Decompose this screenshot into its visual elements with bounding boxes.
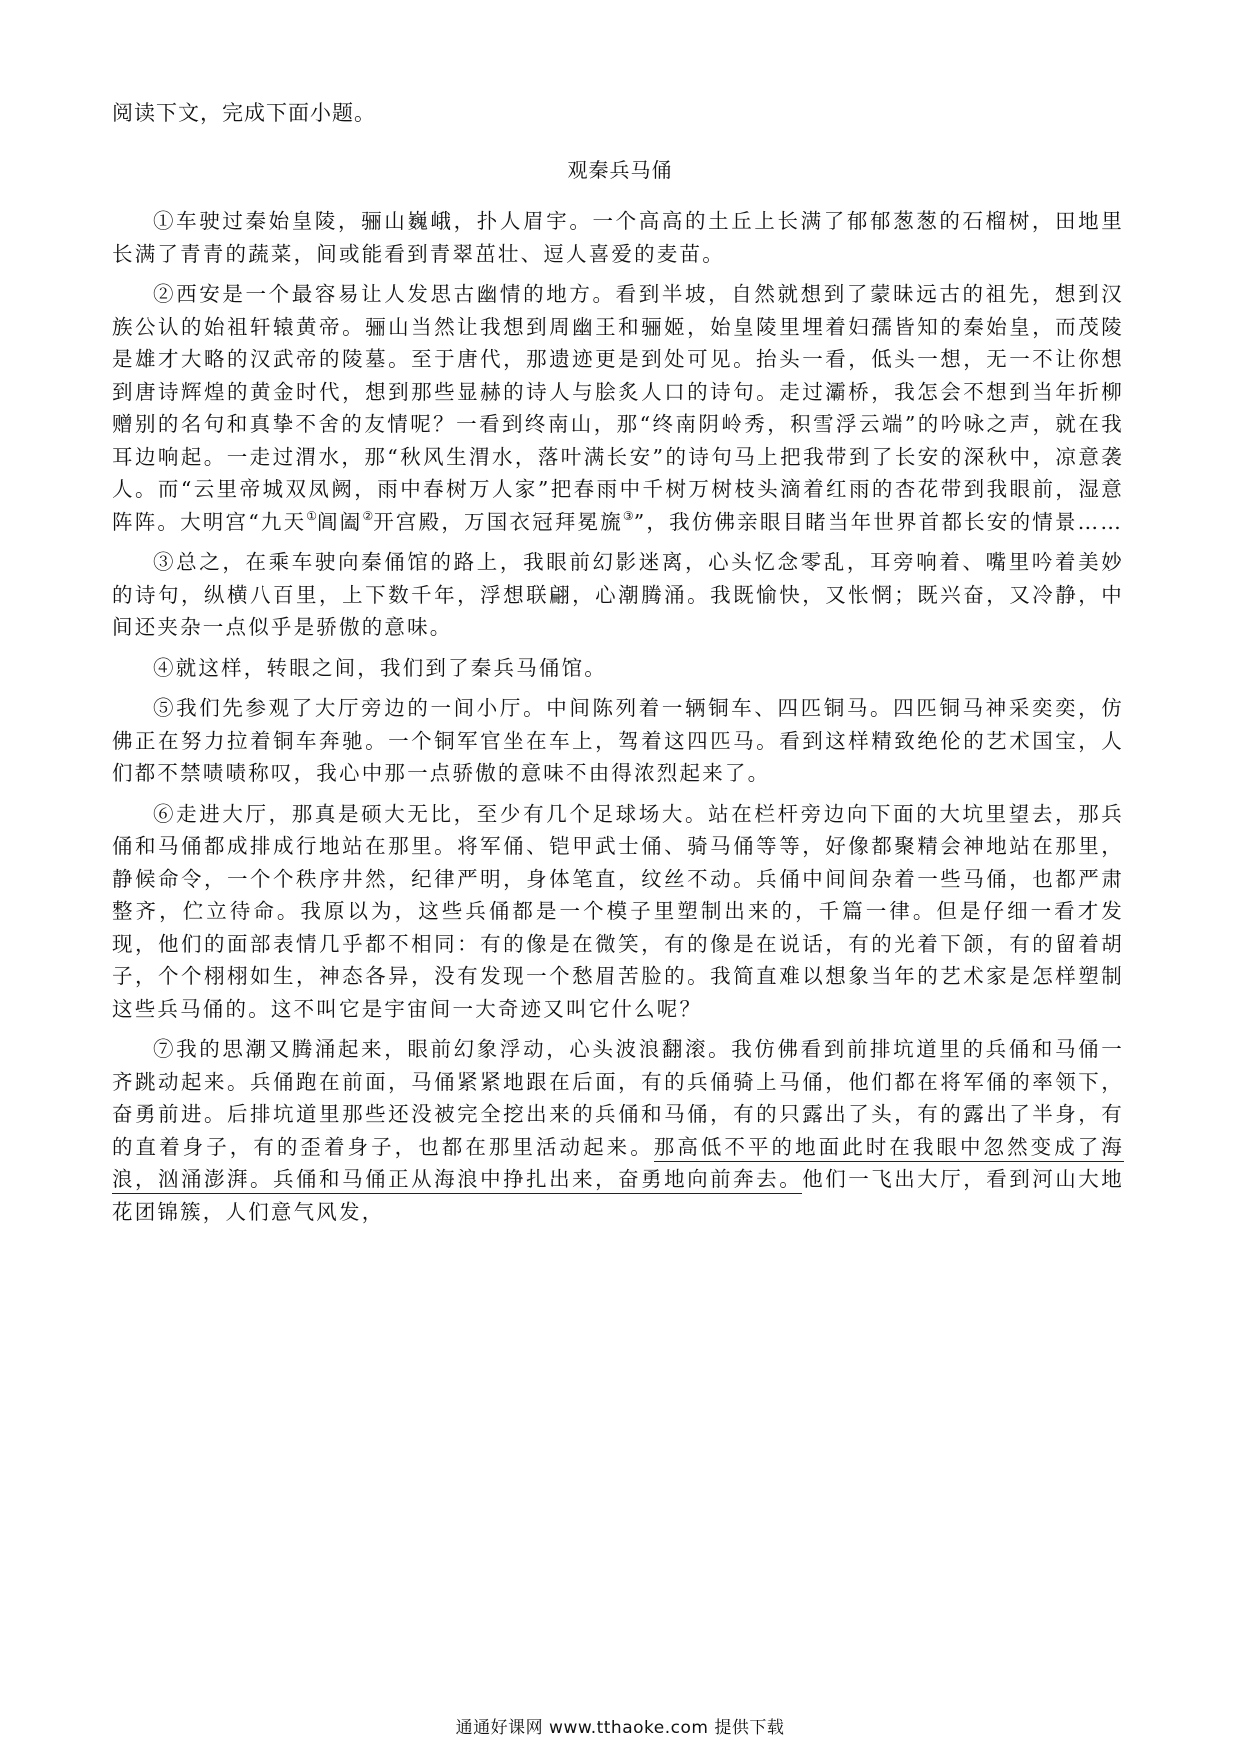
- paragraph-4: ④就这样，转眼之间，我们到了秦兵马俑馆。: [153, 655, 607, 680]
- paragraph-2-part-a: ②西安是一个最容易让人发思古幽情的地方。看到半坡，自然就想到了蒙昧远古的祖先，想到汉族公认的始祖轩辕黄帝。骊山当然让我想到周幽王和骊姬，始皇陵里埋着妇孺皆知的秦始皇，而茂陵是雄才大略的汉武帝的陵墓。至于唐代，那遗迹更是到处可见。抬头一看，低头一想，无一不让你想到唐诗辉煌的黄金时代，想到那些显赫的诗人与脍炙人口的诗句。走过灞桥，我怎会不想到当年折柳赠别的名句和真挚不舍的友情呢？一看到终南山，那“终南阴岭秀，积雪浮云端”的吟咏之声，就在我耳边响起。一走过渭水，那“秋风生渭水，落叶满长安”的诗句马上把我带到了长安的深秋中，凉意袭人。而“云里帝城双凤阙，雨中春树万人家”把春雨中千树万树枝头滴着红雨的杏花带到我眼前，湿意阵阵。大明宫“九天: [112, 282, 1124, 534]
- article-title: 观秦兵马俑: [567, 158, 673, 182]
- paragraph-2-part-d: ”，我仿佛亲眼目睹当年世界首都长安的情景……: [633, 509, 1124, 534]
- paragraph-2-part-b: 阊阖: [317, 509, 363, 534]
- instruction-text: 阅读下文，完成下面小题。: [112, 101, 376, 125]
- footnote-marker-3: ③: [622, 508, 634, 523]
- paragraph-2: [112, 278, 1124, 538]
- paragraph-6: ⑥走进大厅，那真是硕大无比，至少有几个足球场大。站在栏杆旁边向下面的大坑里望去，那兵俑和马俑都成排成行地站在那里。将军俑、铠甲武士俑、骑马俑等等，好像都聚精会神地站在那里，静候命令，一个个秩序井然，纪律严明，身体笔直，纹丝不动。兵俑中间间杂着一些马俑，也都严肃整齐，伫立待命。我原以为，这些兵俑都是一个模子里塑制出来的，千篇一律。但是仔细一看才发现，他们的面部表情几乎都不相同：有的像是在微笑，有的像是在说话，有的光着下颌，有的留着胡子，个个栩栩如生，神态各异，没有发现一个愁眉苦脸的。我简直难以想象当年的艺术家是怎样塑制这些兵马俑的。这不叫它是宇宙间一大奇迹又叫它什么呢？: [112, 801, 1124, 1021]
- paragraph-7: [112, 1033, 1124, 1228]
- footer-credit: 通通好课网 www.tthaoke.com 提供下载: [455, 1718, 785, 1738]
- paragraph-2-part-c: 开宫殿，万国衣冠拜冕旒: [373, 509, 623, 534]
- underlined-sentence: 那高低不平的地面此时在我眼中忽然变成了海浪，汹涌澎湃。兵俑和马俑正从海浪中挣扎出来，奋勇地向前奔去。: [112, 1135, 1124, 1195]
- footnote-marker-1: ①: [306, 508, 318, 523]
- article-body: [112, 205, 1124, 1236]
- footnote-marker-2: ②: [362, 508, 374, 523]
- paragraph-3: ③总之，在乘车驶向秦俑馆的路上，我眼前幻影迷离，心头忆念零乱，耳旁响着、嘴里吟着美妙的诗句，纵横八百里，上下数千年，浮想联翩，心潮腾涌。我既愉快，又怅惘；既兴奋，又冷静，中间还夹杂一点似乎是骄傲的意味。: [112, 550, 1124, 639]
- paragraph-7-part-a: ⑦我的思潮又腾涌起来，眼前幻象浮动，心头波浪翻滚。我仿佛看到前排坑道里的兵俑和马俑一齐跳动起来。兵俑跑在前面，马俑紧紧地跟在后面，有的兵俑骑上马俑，他们都在将军俑的率领下，奋勇前进。后排坑道里那些还没被完全挖出来的兵俑和马俑，有的只露出了头，有的露出了半身，有的直着身子，有的歪着身子，也都在那里活动起来。: [112, 1037, 1124, 1159]
- paragraph-1: ①车驶过秦始皇陵，骊山巍峨，扑人眉宇。一个高高的土丘上长满了郁郁葱葱的石榴树，田地里长满了青青的蔬菜，间或能看到青翠茁壮、逗人喜爱的麦苗。: [112, 209, 1124, 266]
- paragraph-5: ⑤我们先参观了大厅旁边的一间小厅。中间陈列着一辆铜车、四匹铜马。四匹铜马神采奕奕，仿佛正在努力拉着铜车奔驰。一个铜军官坐在车上，驾着这四匹马。看到这样精致绝伦的艺术国宝，人们都不禁啧啧称叹，我心中那一点骄傲的意味不由得浓烈起来了。: [112, 696, 1124, 785]
- paragraph-7-part-b: 他们一飞出大厅，看到河山大地花团锦簇，人们意气风发，: [112, 1167, 1124, 1224]
